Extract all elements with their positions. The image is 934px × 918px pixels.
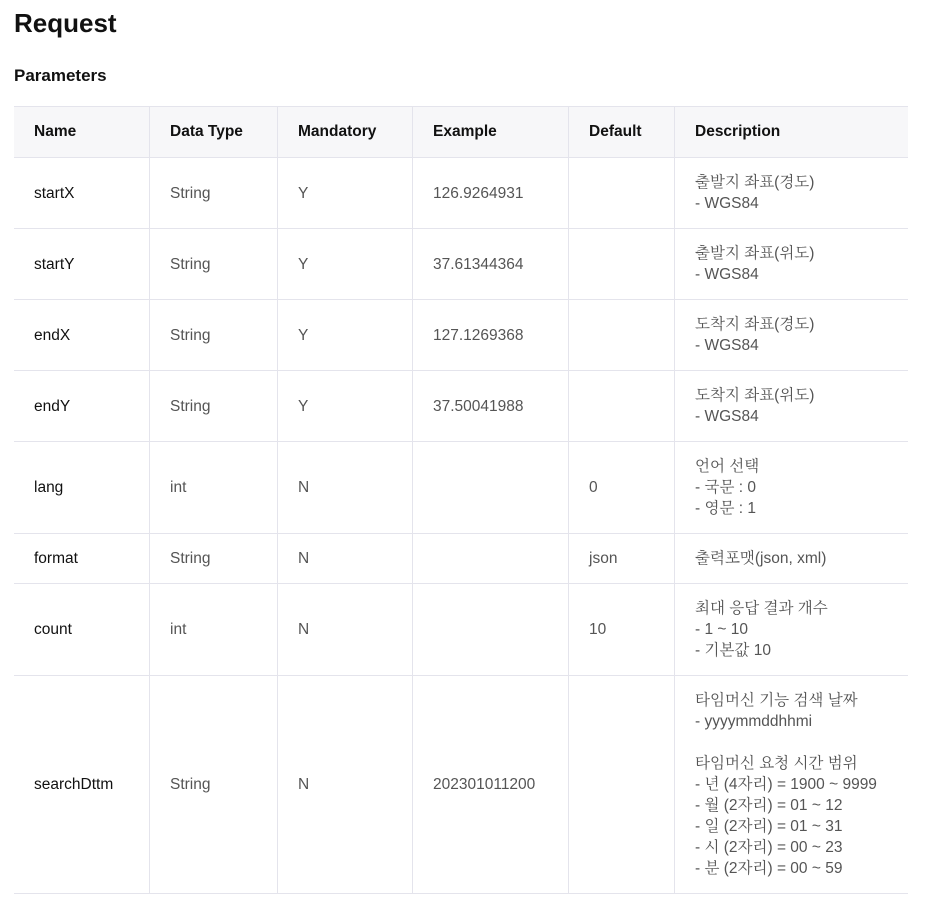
description-cell (675, 158, 909, 229)
data-type-cell: String (150, 371, 278, 442)
example-cell: 37.50041988 (413, 371, 569, 442)
description-cell (675, 371, 909, 442)
default-cell (569, 158, 675, 229)
table-row (14, 158, 908, 229)
name-cell: count (14, 584, 150, 676)
name-cell: endX (14, 300, 150, 371)
example-cell: 37.61344364 (413, 229, 569, 300)
header-data-type: Data Type (150, 107, 278, 158)
description-line (695, 732, 908, 753)
description-line: - 월 (2자리) = 01 ~ 12 (695, 797, 843, 814)
description-line: - 일 (2자리) = 01 ~ 31 (695, 818, 843, 835)
default-cell (569, 676, 675, 894)
example-cell: 126.9264931 (413, 158, 569, 229)
default-cell (569, 300, 675, 371)
description-line: - 영문 : 1 (695, 500, 756, 517)
default-cell: json (569, 534, 675, 584)
name-cell: startY (14, 229, 150, 300)
default-cell: 0 (569, 442, 675, 534)
example-cell: 202301011200 (413, 676, 569, 894)
data-type-cell: String (150, 158, 278, 229)
description-cell (675, 300, 909, 371)
example-cell (413, 534, 569, 584)
description-cell (675, 229, 909, 300)
description-cell (675, 442, 909, 534)
table-row (14, 300, 908, 371)
name-cell: format (14, 534, 150, 584)
data-type-cell: String (150, 229, 278, 300)
mandatory-cell: Y (278, 158, 413, 229)
description-line: - WGS84 (695, 337, 759, 354)
header-default: Default (569, 107, 675, 158)
description-line: 출발지 좌표(경도) (695, 174, 815, 191)
page-title: Request (14, 8, 117, 38)
description-line: - WGS84 (695, 266, 759, 283)
name-cell: endY (14, 371, 150, 442)
data-type-cell: String (150, 676, 278, 894)
table-row (14, 229, 908, 300)
default-cell (569, 229, 675, 300)
data-type-cell: int (150, 584, 278, 676)
header-example: Example (413, 107, 569, 158)
description-line: - 기본값 10 (695, 642, 771, 659)
name-cell: lang (14, 442, 150, 534)
mandatory-cell: N (278, 534, 413, 584)
data-type-cell: String (150, 300, 278, 371)
mandatory-cell: Y (278, 229, 413, 300)
description-line: - 국문 : 0 (695, 479, 756, 496)
table-header-row (14, 107, 908, 158)
mandatory-cell: Y (278, 371, 413, 442)
data-type-cell: int (150, 442, 278, 534)
description-line: - 1 ~ 10 (695, 621, 748, 638)
example-cell: 127.1269368 (413, 300, 569, 371)
data-type-cell: String (150, 534, 278, 584)
example-cell (413, 442, 569, 534)
description-line: 언어 선택 (695, 458, 760, 475)
name-cell: startX (14, 158, 150, 229)
name-cell: searchDttm (14, 676, 150, 894)
description-cell (675, 584, 909, 676)
section-title: Parameters (14, 66, 107, 85)
description-line: 타임머신 요청 시간 범위 (695, 755, 858, 772)
example-cell (413, 584, 569, 676)
description-line: - WGS84 (695, 408, 759, 425)
mandatory-cell: Y (278, 300, 413, 371)
description-line: - 년 (4자리) = 1900 ~ 9999 (695, 776, 877, 793)
default-cell (569, 371, 675, 442)
default-cell: 10 (569, 584, 675, 676)
description-cell (675, 534, 909, 584)
description-line: - 분 (2자리) = 00 ~ 59 (695, 860, 843, 877)
description-line: 최대 응답 결과 개수 (695, 600, 828, 617)
header-description: Description (675, 107, 909, 158)
table-row (14, 584, 908, 676)
table-row (14, 371, 908, 442)
table-row (14, 534, 908, 584)
mandatory-cell: N (278, 676, 413, 894)
mandatory-cell: N (278, 584, 413, 676)
header-name: Name (14, 107, 150, 158)
description-line: 출력포맷(json, xml) (695, 550, 827, 567)
description-line: - 시 (2자리) = 00 ~ 23 (695, 839, 843, 856)
mandatory-cell: N (278, 442, 413, 534)
description-line: 도착지 좌표(위도) (695, 387, 815, 404)
table-row (14, 442, 908, 534)
description-line: 타임머신 기능 검색 날짜 (695, 692, 858, 709)
parameters-table (14, 106, 908, 894)
header-mandatory: Mandatory (278, 107, 413, 158)
table-row (14, 676, 908, 894)
description-line: - WGS84 (695, 195, 759, 212)
description-line: 도착지 좌표(경도) (695, 316, 815, 333)
description-line: - yyyymmddhhmi (695, 713, 813, 730)
description-cell (675, 676, 909, 894)
description-line: 출발지 좌표(위도) (695, 245, 815, 262)
